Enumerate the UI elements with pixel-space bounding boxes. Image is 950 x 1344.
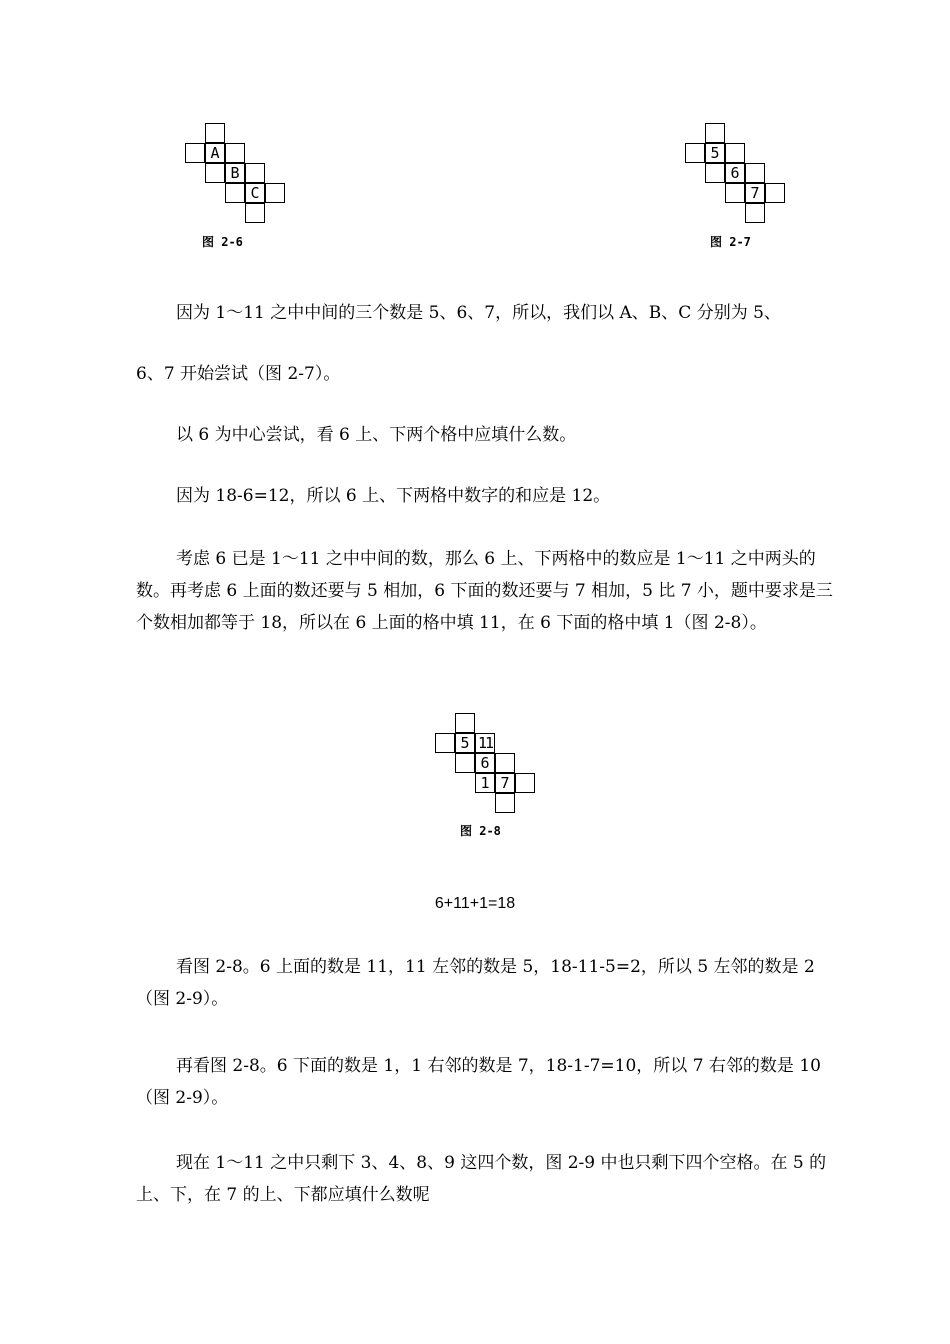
formula: 6+11+1=18 <box>434 895 516 912</box>
cell-label-6: 6 <box>730 164 740 182</box>
cell-label-7: 7 <box>500 774 510 792</box>
cell-label-c: C <box>250 184 260 202</box>
figure-caption: 图 2-6 <box>202 235 243 249</box>
cell-label-a: A <box>210 144 220 162</box>
paragraph-8: 现在 1～11 之中只剩下 3、4、8、9 这四个数，图 2-9 中也只剩下四个空格。在 5 的上、下，在 7 的上、下都应填什么数呢 <box>136 1153 827 1205</box>
paragraph-4: 因为 18-6=12，所以 6 上、下两格中数字的和应是 12。 <box>176 486 611 506</box>
paragraph-7: 再看图 2-8。6 下面的数是 1，1 右邻的数是 7，18-1-7=10，所以 7 右邻的数是 10（图 2-9）。 <box>136 1056 821 1108</box>
paragraph-2: 6、7 开始尝试（图 2-7）。 <box>136 364 341 384</box>
cell-label-5: 5 <box>460 734 470 752</box>
cell-label-11: 11 <box>477 734 493 752</box>
cell-label-1: 1 <box>480 774 490 792</box>
paragraph-3: 以 6 为中心尝试，看 6 上、下两个格中应填什么数。 <box>176 425 577 445</box>
cell-label-7: 7 <box>750 184 760 202</box>
paragraph-1: 因为 1～11 之中中间的三个数是 5、6、7，所以，我们以 A、B、C 分别为 5、 <box>176 303 781 323</box>
figure-caption: 图 2-7 <box>710 235 751 249</box>
paragraph-6: 看图 2-8。6 上面的数是 11，11 左邻的数是 5，18-11-5=2，所以 5 左邻的数是 2（图 2-9）。 <box>136 957 815 1009</box>
cell-label-6: 6 <box>480 754 490 772</box>
paragraph-5: 考虑 6 已是 1～11 之中中间的数，那么 6 上、下两格中的数应是 1～11 之中两头的数。再考虑 6 上面的数还要与 5 相加，6 下面的数还要与 7 相加，5 比 7 小，题中要求是三个数相加都等于 18，所以在 6 上面的格中填 11，在 6 下面的格中填 1（图 2-8）。 <box>136 549 833 633</box>
figure-caption: 图 2-8 <box>460 824 501 838</box>
cell-label-b: B <box>230 164 240 182</box>
cell-label-5: 5 <box>710 144 720 162</box>
